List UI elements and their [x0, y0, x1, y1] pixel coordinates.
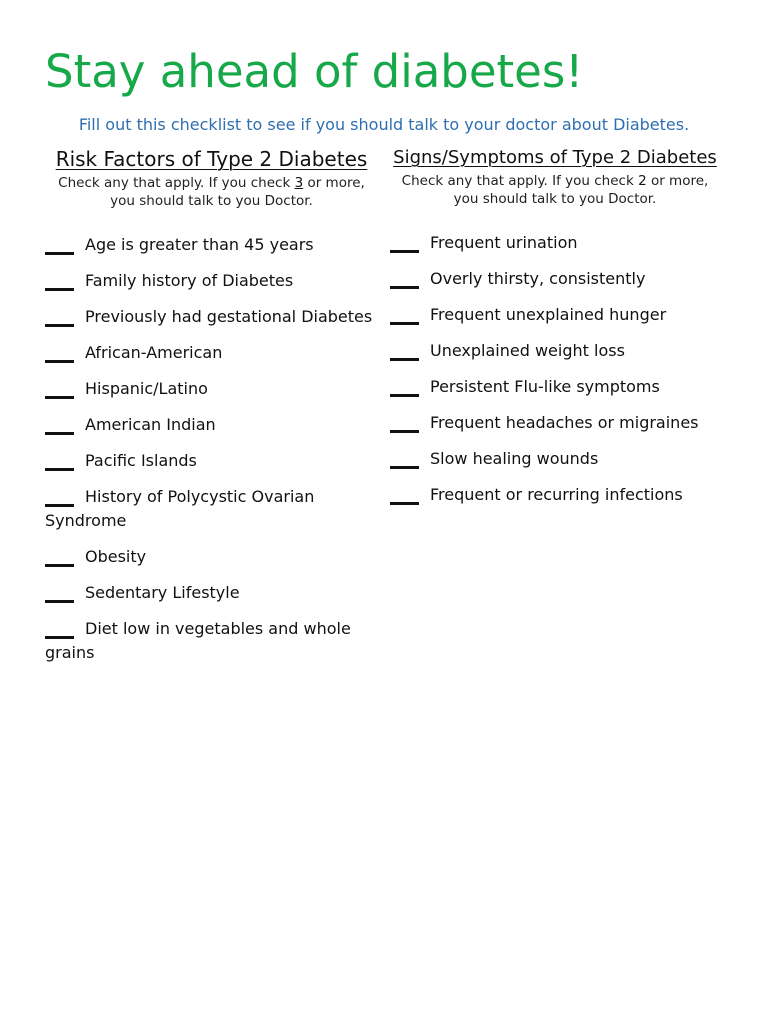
symptom-item — [390, 447, 720, 471]
checkbox-blank[interactable] — [390, 500, 419, 505]
checkbox-blank[interactable] — [390, 248, 419, 253]
checkbox-blank[interactable] — [45, 322, 74, 327]
checkbox-blank[interactable] — [390, 320, 419, 325]
symptom-item — [390, 483, 720, 507]
symptoms-list — [390, 231, 720, 507]
risk-factor-label: Diet low in vegetables and whole grains — [45, 619, 351, 662]
symptoms-column — [390, 146, 720, 519]
symptoms-instructions-start: Check any that apply. If you check — [401, 173, 639, 189]
symptom-label: Overly thirsty, consistently — [430, 269, 646, 288]
risk-factor-item — [45, 233, 378, 257]
risk-factor-item — [45, 545, 378, 569]
risk-factor-label: Family history of Diabetes — [85, 271, 294, 290]
risk-factors-instructions-end: or more, you should talk to you Doctor. — [110, 175, 365, 209]
risk-factors-instructions — [45, 174, 378, 210]
risk-factor-item — [45, 617, 378, 665]
checkbox-blank[interactable] — [390, 428, 419, 433]
symptom-item — [390, 411, 720, 435]
checkbox-blank[interactable] — [45, 598, 74, 603]
risk-factor-item — [45, 305, 378, 329]
checkbox-blank[interactable] — [45, 502, 74, 507]
symptom-label: Slow healing wounds — [430, 449, 599, 468]
risk-factor-item — [45, 377, 378, 401]
checkbox-blank[interactable] — [390, 392, 419, 397]
risk-factor-item — [45, 485, 378, 533]
risk-factors-heading: Risk Factors of Type 2 Diabetes — [55, 147, 368, 171]
symptom-label: Unexplained weight loss — [430, 341, 625, 360]
symptoms-instructions — [390, 172, 720, 208]
symptoms-instructions-end: or more, you should talk to you Doctor. — [453, 173, 709, 207]
symptom-item — [390, 339, 720, 363]
symptom-item — [390, 267, 720, 291]
checkbox-blank[interactable] — [45, 634, 74, 639]
symptom-label: Frequent urination — [430, 233, 578, 252]
symptom-label: Frequent unexplained hunger — [430, 305, 667, 324]
risk-factors-threshold: 3 — [294, 175, 304, 191]
symptom-label: Frequent or recurring infections — [430, 485, 683, 504]
risk-factors-column — [45, 146, 378, 677]
checkbox-blank[interactable] — [45, 358, 74, 363]
risk-factor-item — [45, 581, 378, 605]
checkbox-blank[interactable] — [45, 394, 74, 399]
risk-factor-label: History of Polycystic Ovarian Syndrome — [45, 487, 315, 530]
risk-factor-item — [45, 269, 378, 293]
symptoms-threshold: 2 — [638, 173, 647, 189]
checkbox-blank[interactable] — [45, 562, 74, 567]
checkbox-blank[interactable] — [45, 250, 74, 255]
page-title: Stay ahead of diabetes! — [45, 45, 584, 98]
risk-factor-item — [45, 449, 378, 473]
risk-factor-label: Obesity — [85, 547, 147, 566]
risk-factors-instructions-start: Check any that apply. If you check — [58, 175, 295, 191]
checkbox-blank[interactable] — [390, 284, 419, 289]
risk-factor-label: American Indian — [85, 415, 216, 434]
checkbox-blank[interactable] — [45, 286, 74, 291]
risk-factor-label: Hispanic/Latino — [85, 379, 208, 398]
symptom-label: Frequent headaches or migraines — [430, 413, 699, 432]
symptom-item — [390, 231, 720, 255]
risk-factor-label: Age is greater than 45 years — [85, 235, 314, 254]
symptom-item — [390, 303, 720, 327]
risk-factor-label: Previously had gestational Diabetes — [85, 307, 373, 326]
checkbox-blank[interactable] — [45, 466, 74, 471]
symptoms-heading: Signs/Symptoms of Type 2 Diabetes — [393, 147, 717, 168]
symptom-item — [390, 375, 720, 399]
risk-factor-label: Sedentary Lifestyle — [85, 583, 240, 602]
risk-factors-list — [45, 233, 378, 665]
checkbox-blank[interactable] — [390, 464, 419, 469]
checkbox-blank[interactable] — [390, 356, 419, 361]
risk-factor-label: Pacific Islands — [85, 451, 197, 470]
page-subtitle: Fill out this checklist to see if you should talk to your doctor about Diabetes. — [78, 115, 690, 134]
risk-factor-item — [45, 413, 378, 437]
checkbox-blank[interactable] — [45, 430, 74, 435]
symptom-label: Persistent Flu-like symptoms — [430, 377, 660, 396]
risk-factor-item — [45, 341, 378, 365]
risk-factor-label: African-American — [85, 343, 223, 362]
